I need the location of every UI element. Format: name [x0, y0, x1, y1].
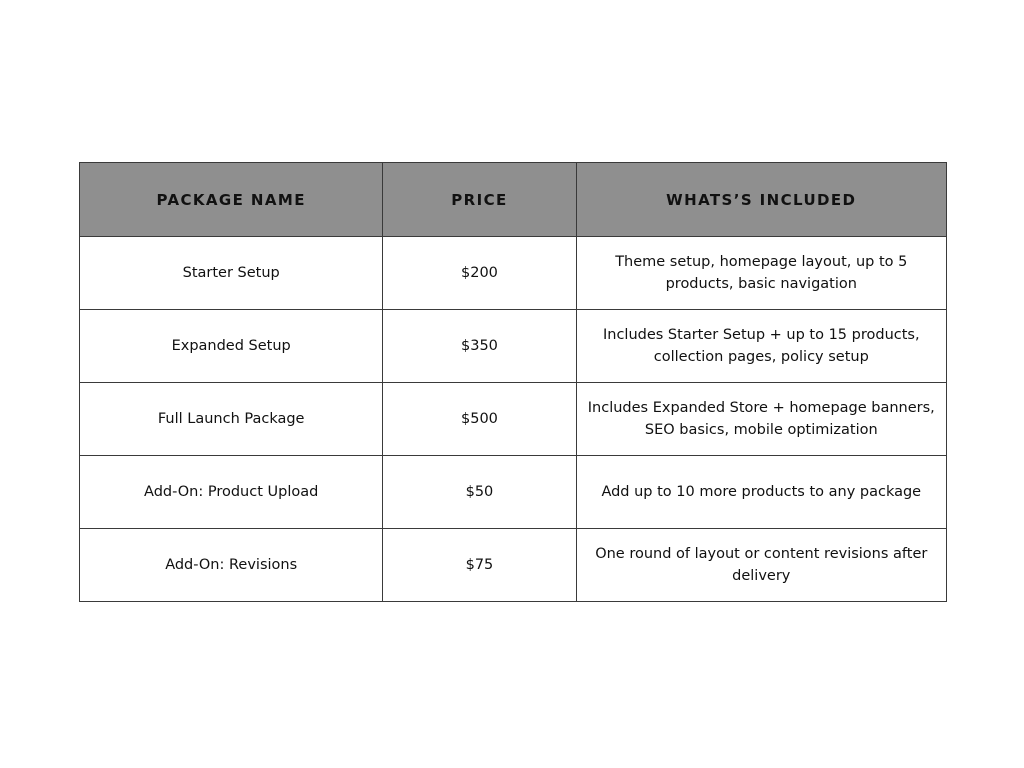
header-package-name: PACKAGE NAME [80, 163, 383, 237]
included-cell: One round of layout or content revisions after delivery [576, 529, 946, 602]
price-cell: $50 [383, 456, 576, 529]
table-row [80, 237, 947, 310]
pricing-table [79, 162, 947, 602]
table-row [80, 310, 947, 383]
package-name-cell: Full Launch Package [80, 383, 383, 456]
price-cell: $75 [383, 529, 576, 602]
table-row [80, 529, 947, 602]
header-row [80, 163, 947, 237]
included-cell: Includes Expanded Store + homepage banners, SEO basics, mobile optimization [576, 383, 946, 456]
price-cell: $350 [383, 310, 576, 383]
header-whats-included: WHATS’S INCLUDED [576, 163, 946, 237]
package-name-cell: Starter Setup [80, 237, 383, 310]
package-name-cell: Add-On: Product Upload [80, 456, 383, 529]
price-cell: $500 [383, 383, 576, 456]
included-cell: Includes Starter Setup + up to 15 products, collection pages, policy setup [576, 310, 946, 383]
table-header [80, 163, 947, 237]
table-row [80, 383, 947, 456]
included-cell: Theme setup, homepage layout, up to 5 products, basic navigation [576, 237, 946, 310]
included-cell: Add up to 10 more products to any package [576, 456, 946, 529]
package-name-cell: Add-On: Revisions [80, 529, 383, 602]
table-body [80, 237, 947, 602]
table-row [80, 456, 947, 529]
price-cell: $200 [383, 237, 576, 310]
header-price: PRICE [383, 163, 576, 237]
package-name-cell: Expanded Setup [80, 310, 383, 383]
